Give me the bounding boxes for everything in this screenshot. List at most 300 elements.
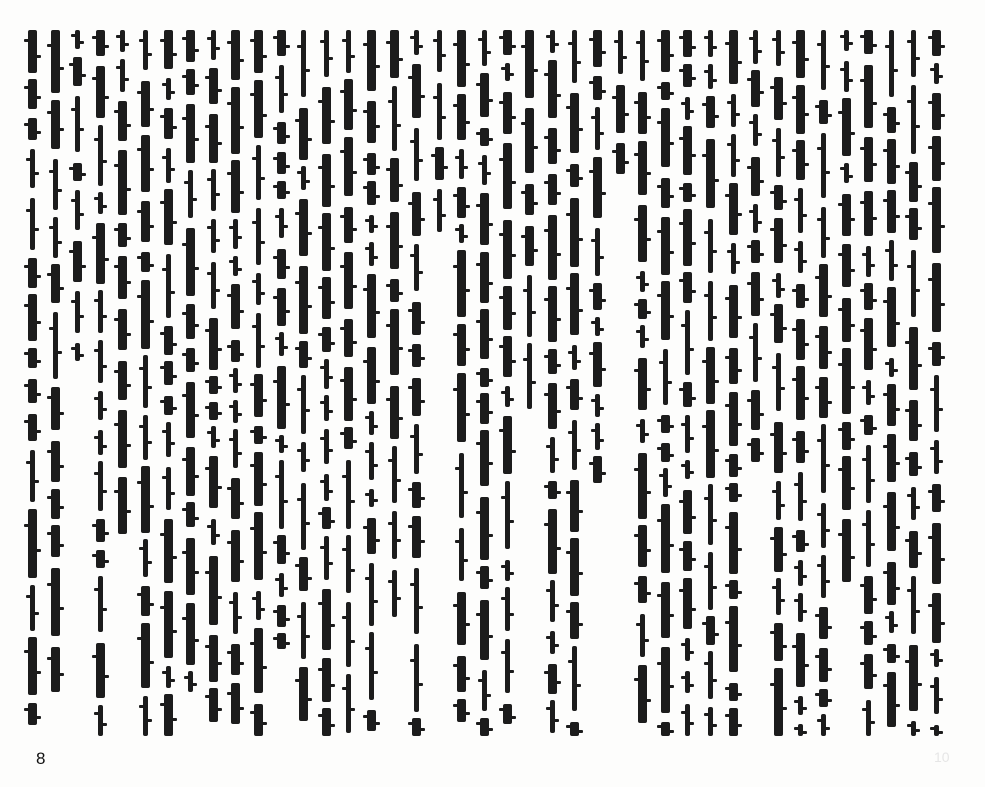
word-glyph — [842, 456, 851, 510]
word-glyph — [505, 639, 510, 693]
word-glyph — [231, 284, 240, 329]
word-glyph — [842, 422, 851, 450]
word-glyph — [412, 482, 421, 508]
word-glyph — [209, 456, 218, 508]
text-column — [455, 30, 469, 750]
word-glyph — [887, 139, 896, 184]
word-glyph — [166, 254, 171, 318]
word-glyph — [661, 281, 670, 340]
word-glyph — [98, 461, 103, 511]
word-glyph — [842, 244, 851, 287]
word-glyph — [143, 696, 148, 736]
word-glyph — [683, 578, 692, 629]
word-glyph — [708, 651, 713, 699]
word-glyph — [96, 223, 105, 284]
word-glyph — [887, 107, 896, 133]
word-glyph — [412, 378, 421, 416]
word-glyph — [233, 219, 238, 249]
word-glyph — [367, 30, 376, 91]
word-glyph — [638, 92, 647, 134]
word-glyph — [503, 143, 512, 209]
word-glyph — [548, 286, 557, 342]
word-glyph — [796, 85, 805, 134]
word-glyph — [186, 228, 195, 296]
word-glyph — [909, 452, 918, 476]
word-glyph — [254, 426, 263, 444]
word-glyph — [231, 478, 240, 519]
word-glyph — [457, 94, 466, 140]
text-column — [184, 30, 198, 750]
word-glyph — [774, 668, 783, 736]
word-glyph — [593, 30, 602, 67]
word-glyph — [28, 30, 37, 73]
word-glyph — [934, 725, 939, 736]
text-column — [162, 30, 176, 750]
word-glyph — [412, 718, 421, 736]
word-glyph — [301, 30, 306, 97]
word-glyph — [120, 59, 125, 92]
text-column — [139, 30, 153, 750]
word-glyph — [866, 700, 871, 736]
word-glyph — [776, 273, 781, 298]
word-glyph — [708, 64, 713, 89]
word-glyph — [731, 94, 736, 127]
word-glyph — [595, 423, 600, 450]
word-glyph — [932, 30, 941, 56]
word-glyph — [457, 656, 466, 692]
word-glyph — [661, 443, 670, 462]
text-column — [297, 30, 311, 750]
word-glyph — [909, 327, 918, 390]
word-glyph — [934, 375, 939, 432]
word-glyph — [186, 30, 195, 62]
word-glyph — [164, 189, 173, 245]
word-glyph — [322, 87, 331, 144]
word-glyph — [663, 468, 668, 497]
word-glyph — [53, 312, 58, 379]
word-glyph — [279, 65, 284, 113]
text-column — [71, 30, 85, 750]
word-glyph — [798, 560, 803, 586]
word-glyph — [51, 441, 60, 482]
text-column — [794, 30, 808, 750]
word-glyph — [866, 246, 871, 277]
text-column — [681, 30, 695, 750]
word-glyph — [344, 252, 353, 309]
word-glyph — [550, 30, 555, 53]
word-glyph — [889, 358, 894, 377]
word-glyph — [844, 163, 849, 183]
word-glyph — [796, 431, 805, 463]
word-glyph — [683, 209, 692, 266]
word-glyph — [798, 724, 803, 736]
word-glyph — [459, 528, 464, 581]
word-glyph — [390, 212, 399, 269]
word-glyph — [141, 201, 150, 242]
text-column — [636, 30, 650, 750]
word-glyph — [299, 266, 308, 334]
word-glyph — [887, 644, 896, 663]
text-column — [727, 30, 741, 750]
word-glyph — [164, 396, 173, 415]
word-glyph — [887, 434, 896, 482]
word-glyph — [186, 104, 195, 163]
word-glyph — [776, 30, 781, 66]
word-glyph — [683, 272, 692, 303]
word-glyph — [887, 492, 896, 551]
word-glyph — [729, 512, 738, 574]
word-glyph — [51, 525, 60, 557]
word-glyph — [683, 30, 692, 57]
word-glyph — [480, 566, 489, 589]
word-glyph — [640, 419, 645, 443]
word-glyph — [706, 96, 715, 128]
word-glyph — [864, 283, 873, 310]
word-glyph — [480, 718, 489, 736]
text-column — [772, 30, 786, 750]
text-column — [749, 30, 763, 750]
word-glyph — [211, 169, 216, 211]
word-glyph — [751, 70, 760, 107]
word-glyph — [73, 57, 82, 86]
word-glyph — [141, 280, 150, 349]
text-column — [591, 30, 605, 750]
word-glyph — [28, 414, 37, 441]
text-column — [704, 30, 718, 750]
word-glyph — [638, 525, 647, 567]
word-glyph — [482, 155, 487, 185]
word-glyph — [369, 632, 374, 700]
word-glyph — [638, 576, 647, 603]
word-glyph — [164, 519, 173, 583]
word-glyph — [550, 700, 555, 733]
word-glyph — [277, 122, 286, 144]
word-glyph — [731, 243, 736, 274]
word-glyph — [233, 368, 238, 393]
word-glyph — [753, 114, 758, 146]
word-glyph — [821, 133, 826, 198]
word-glyph — [661, 415, 670, 433]
word-glyph — [256, 273, 261, 305]
word-glyph — [233, 429, 238, 468]
word-glyph — [864, 576, 873, 614]
word-glyph — [299, 108, 308, 160]
word-glyph — [932, 342, 941, 366]
word-glyph — [819, 100, 828, 124]
word-glyph — [909, 645, 918, 711]
word-glyph — [751, 157, 760, 196]
word-glyph — [51, 647, 60, 692]
word-glyph — [457, 187, 466, 218]
word-glyph — [661, 647, 670, 713]
word-glyph — [51, 489, 60, 519]
word-glyph — [322, 507, 331, 529]
word-glyph — [729, 606, 738, 672]
word-glyph — [28, 379, 37, 403]
word-glyph — [75, 30, 80, 49]
word-glyph — [866, 445, 871, 503]
word-glyph — [503, 92, 512, 134]
word-glyph — [911, 30, 916, 77]
word-glyph — [595, 107, 600, 150]
word-glyph — [525, 30, 534, 98]
word-glyph — [414, 128, 419, 181]
text-column — [320, 30, 334, 750]
text-column — [546, 30, 560, 750]
word-glyph — [457, 592, 466, 645]
word-glyph — [505, 481, 510, 549]
word-glyph — [322, 213, 331, 271]
word-glyph — [414, 568, 419, 634]
word-glyph — [256, 145, 261, 200]
word-glyph — [864, 65, 873, 128]
word-glyph — [685, 638, 690, 661]
word-glyph — [661, 504, 670, 573]
word-glyph — [774, 185, 783, 210]
word-glyph — [392, 511, 397, 559]
word-glyph — [28, 118, 37, 140]
word-glyph — [729, 454, 738, 477]
word-glyph — [661, 722, 670, 736]
word-glyph — [548, 509, 557, 574]
word-glyph — [821, 30, 826, 90]
word-glyph — [346, 674, 351, 733]
word-glyph — [550, 631, 555, 654]
word-glyph — [887, 287, 896, 347]
text-column — [862, 30, 876, 750]
word-glyph — [414, 30, 419, 55]
word-glyph — [911, 250, 916, 317]
text-column — [410, 30, 424, 750]
word-glyph — [776, 578, 781, 615]
word-glyph — [98, 391, 103, 420]
word-glyph — [480, 309, 489, 359]
word-glyph — [322, 327, 331, 352]
word-glyph — [118, 309, 127, 350]
word-glyph — [866, 380, 871, 405]
word-glyph — [548, 664, 557, 694]
word-glyph — [322, 277, 331, 319]
word-glyph — [480, 252, 489, 303]
word-glyph — [842, 348, 851, 414]
word-glyph — [299, 557, 308, 591]
word-glyph — [277, 249, 286, 279]
word-glyph — [503, 286, 512, 330]
word-glyph — [798, 472, 803, 521]
word-glyph — [322, 708, 331, 736]
word-glyph — [120, 30, 125, 52]
word-glyph — [254, 512, 263, 580]
word-glyph — [909, 400, 918, 441]
text-column — [478, 30, 492, 750]
word-glyph — [525, 226, 534, 266]
word-glyph — [324, 536, 329, 580]
word-glyph — [842, 194, 851, 236]
word-glyph — [708, 707, 713, 736]
word-glyph — [796, 366, 805, 420]
word-glyph — [570, 164, 579, 187]
word-glyph — [527, 275, 532, 337]
word-glyph — [932, 263, 941, 332]
text-column — [252, 30, 266, 750]
word-glyph — [751, 240, 760, 263]
word-glyph — [51, 568, 60, 636]
word-glyph — [392, 86, 397, 151]
word-glyph — [480, 393, 489, 424]
word-glyph — [96, 66, 105, 118]
word-glyph — [934, 63, 939, 84]
word-glyph — [164, 108, 173, 139]
word-glyph — [889, 240, 894, 281]
word-glyph — [570, 273, 579, 335]
word-glyph — [932, 93, 941, 130]
word-glyph — [322, 658, 331, 702]
word-glyph — [640, 614, 645, 657]
word-glyph — [480, 430, 489, 486]
word-glyph — [796, 30, 805, 78]
word-glyph — [143, 415, 148, 460]
word-glyph — [593, 157, 602, 218]
word-glyph — [28, 79, 37, 109]
word-glyph — [118, 101, 127, 141]
word-glyph — [683, 64, 692, 87]
word-glyph — [706, 139, 715, 208]
word-glyph — [572, 30, 577, 83]
word-glyph — [685, 415, 690, 453]
word-glyph — [141, 623, 150, 688]
word-glyph — [344, 367, 353, 421]
word-glyph — [118, 361, 127, 400]
word-glyph — [505, 386, 510, 407]
word-glyph — [550, 437, 555, 473]
word-glyph — [30, 450, 35, 502]
word-glyph — [28, 703, 37, 725]
word-glyph — [414, 244, 419, 291]
word-glyph — [934, 677, 939, 714]
word-glyph — [324, 474, 329, 501]
word-glyph — [864, 191, 873, 236]
word-glyph — [708, 552, 713, 610]
word-glyph — [638, 299, 647, 319]
word-glyph — [367, 181, 376, 205]
word-glyph — [525, 108, 534, 173]
word-glyph — [638, 205, 647, 262]
word-glyph — [98, 290, 103, 333]
text-column — [930, 30, 944, 750]
word-glyph — [729, 683, 738, 701]
word-glyph — [254, 628, 263, 693]
word-glyph — [661, 82, 670, 100]
word-glyph — [209, 635, 218, 682]
text-column — [275, 30, 289, 750]
word-glyph — [638, 453, 647, 519]
word-glyph — [548, 349, 557, 374]
word-glyph — [437, 30, 442, 72]
word-glyph — [593, 342, 602, 387]
word-glyph — [118, 223, 127, 247]
word-glyph — [683, 382, 692, 407]
word-glyph — [729, 708, 738, 736]
word-glyph — [28, 258, 37, 288]
word-glyph — [638, 141, 647, 195]
word-glyph — [254, 704, 263, 736]
word-glyph — [209, 318, 218, 370]
word-glyph — [661, 30, 670, 72]
word-glyph — [233, 400, 238, 423]
word-glyph — [209, 556, 218, 625]
word-glyph — [141, 81, 150, 127]
word-glyph — [527, 343, 532, 409]
text-column — [501, 30, 515, 750]
word-glyph — [844, 61, 849, 92]
text-column — [94, 30, 108, 750]
word-glyph — [254, 452, 263, 506]
word-glyph — [503, 704, 512, 724]
word-glyph — [277, 633, 286, 649]
word-glyph — [211, 426, 216, 448]
word-glyph — [277, 181, 286, 199]
word-glyph — [209, 688, 218, 722]
word-glyph — [753, 204, 758, 233]
word-glyph — [324, 359, 329, 389]
word-glyph — [73, 163, 82, 181]
word-glyph — [186, 382, 195, 438]
word-glyph — [414, 644, 419, 712]
word-glyph — [188, 170, 193, 218]
word-glyph — [685, 460, 690, 479]
word-glyph — [301, 483, 306, 550]
word-glyph — [188, 671, 193, 692]
word-glyph — [819, 264, 828, 317]
word-glyph — [729, 483, 738, 502]
word-glyph — [166, 148, 171, 183]
word-glyph — [98, 125, 103, 186]
word-glyph — [96, 643, 105, 698]
word-glyph — [277, 152, 286, 174]
text-column — [49, 30, 63, 750]
word-glyph — [301, 166, 306, 190]
word-glyph — [75, 343, 80, 361]
word-glyph — [98, 705, 103, 736]
word-glyph — [887, 190, 896, 233]
word-glyph — [141, 135, 150, 192]
word-glyph — [595, 228, 600, 276]
word-glyph — [640, 30, 645, 81]
word-glyph — [256, 208, 261, 265]
word-glyph — [548, 383, 557, 429]
word-glyph — [934, 440, 939, 474]
word-glyph — [392, 570, 397, 617]
word-glyph — [51, 100, 60, 149]
word-glyph — [570, 602, 579, 639]
word-glyph — [211, 219, 216, 253]
word-glyph — [367, 101, 376, 143]
word-glyph — [798, 593, 803, 622]
word-glyph — [889, 30, 894, 97]
word-glyph — [706, 410, 715, 478]
word-glyph — [911, 85, 916, 154]
word-glyph — [346, 460, 351, 529]
word-glyph — [390, 386, 399, 439]
text-column — [229, 30, 243, 750]
word-glyph — [842, 519, 851, 582]
word-glyph — [796, 530, 805, 552]
word-glyph — [909, 531, 918, 568]
word-glyph — [301, 375, 306, 434]
word-glyph — [618, 30, 623, 74]
word-glyph — [482, 670, 487, 711]
word-glyph — [661, 178, 670, 208]
